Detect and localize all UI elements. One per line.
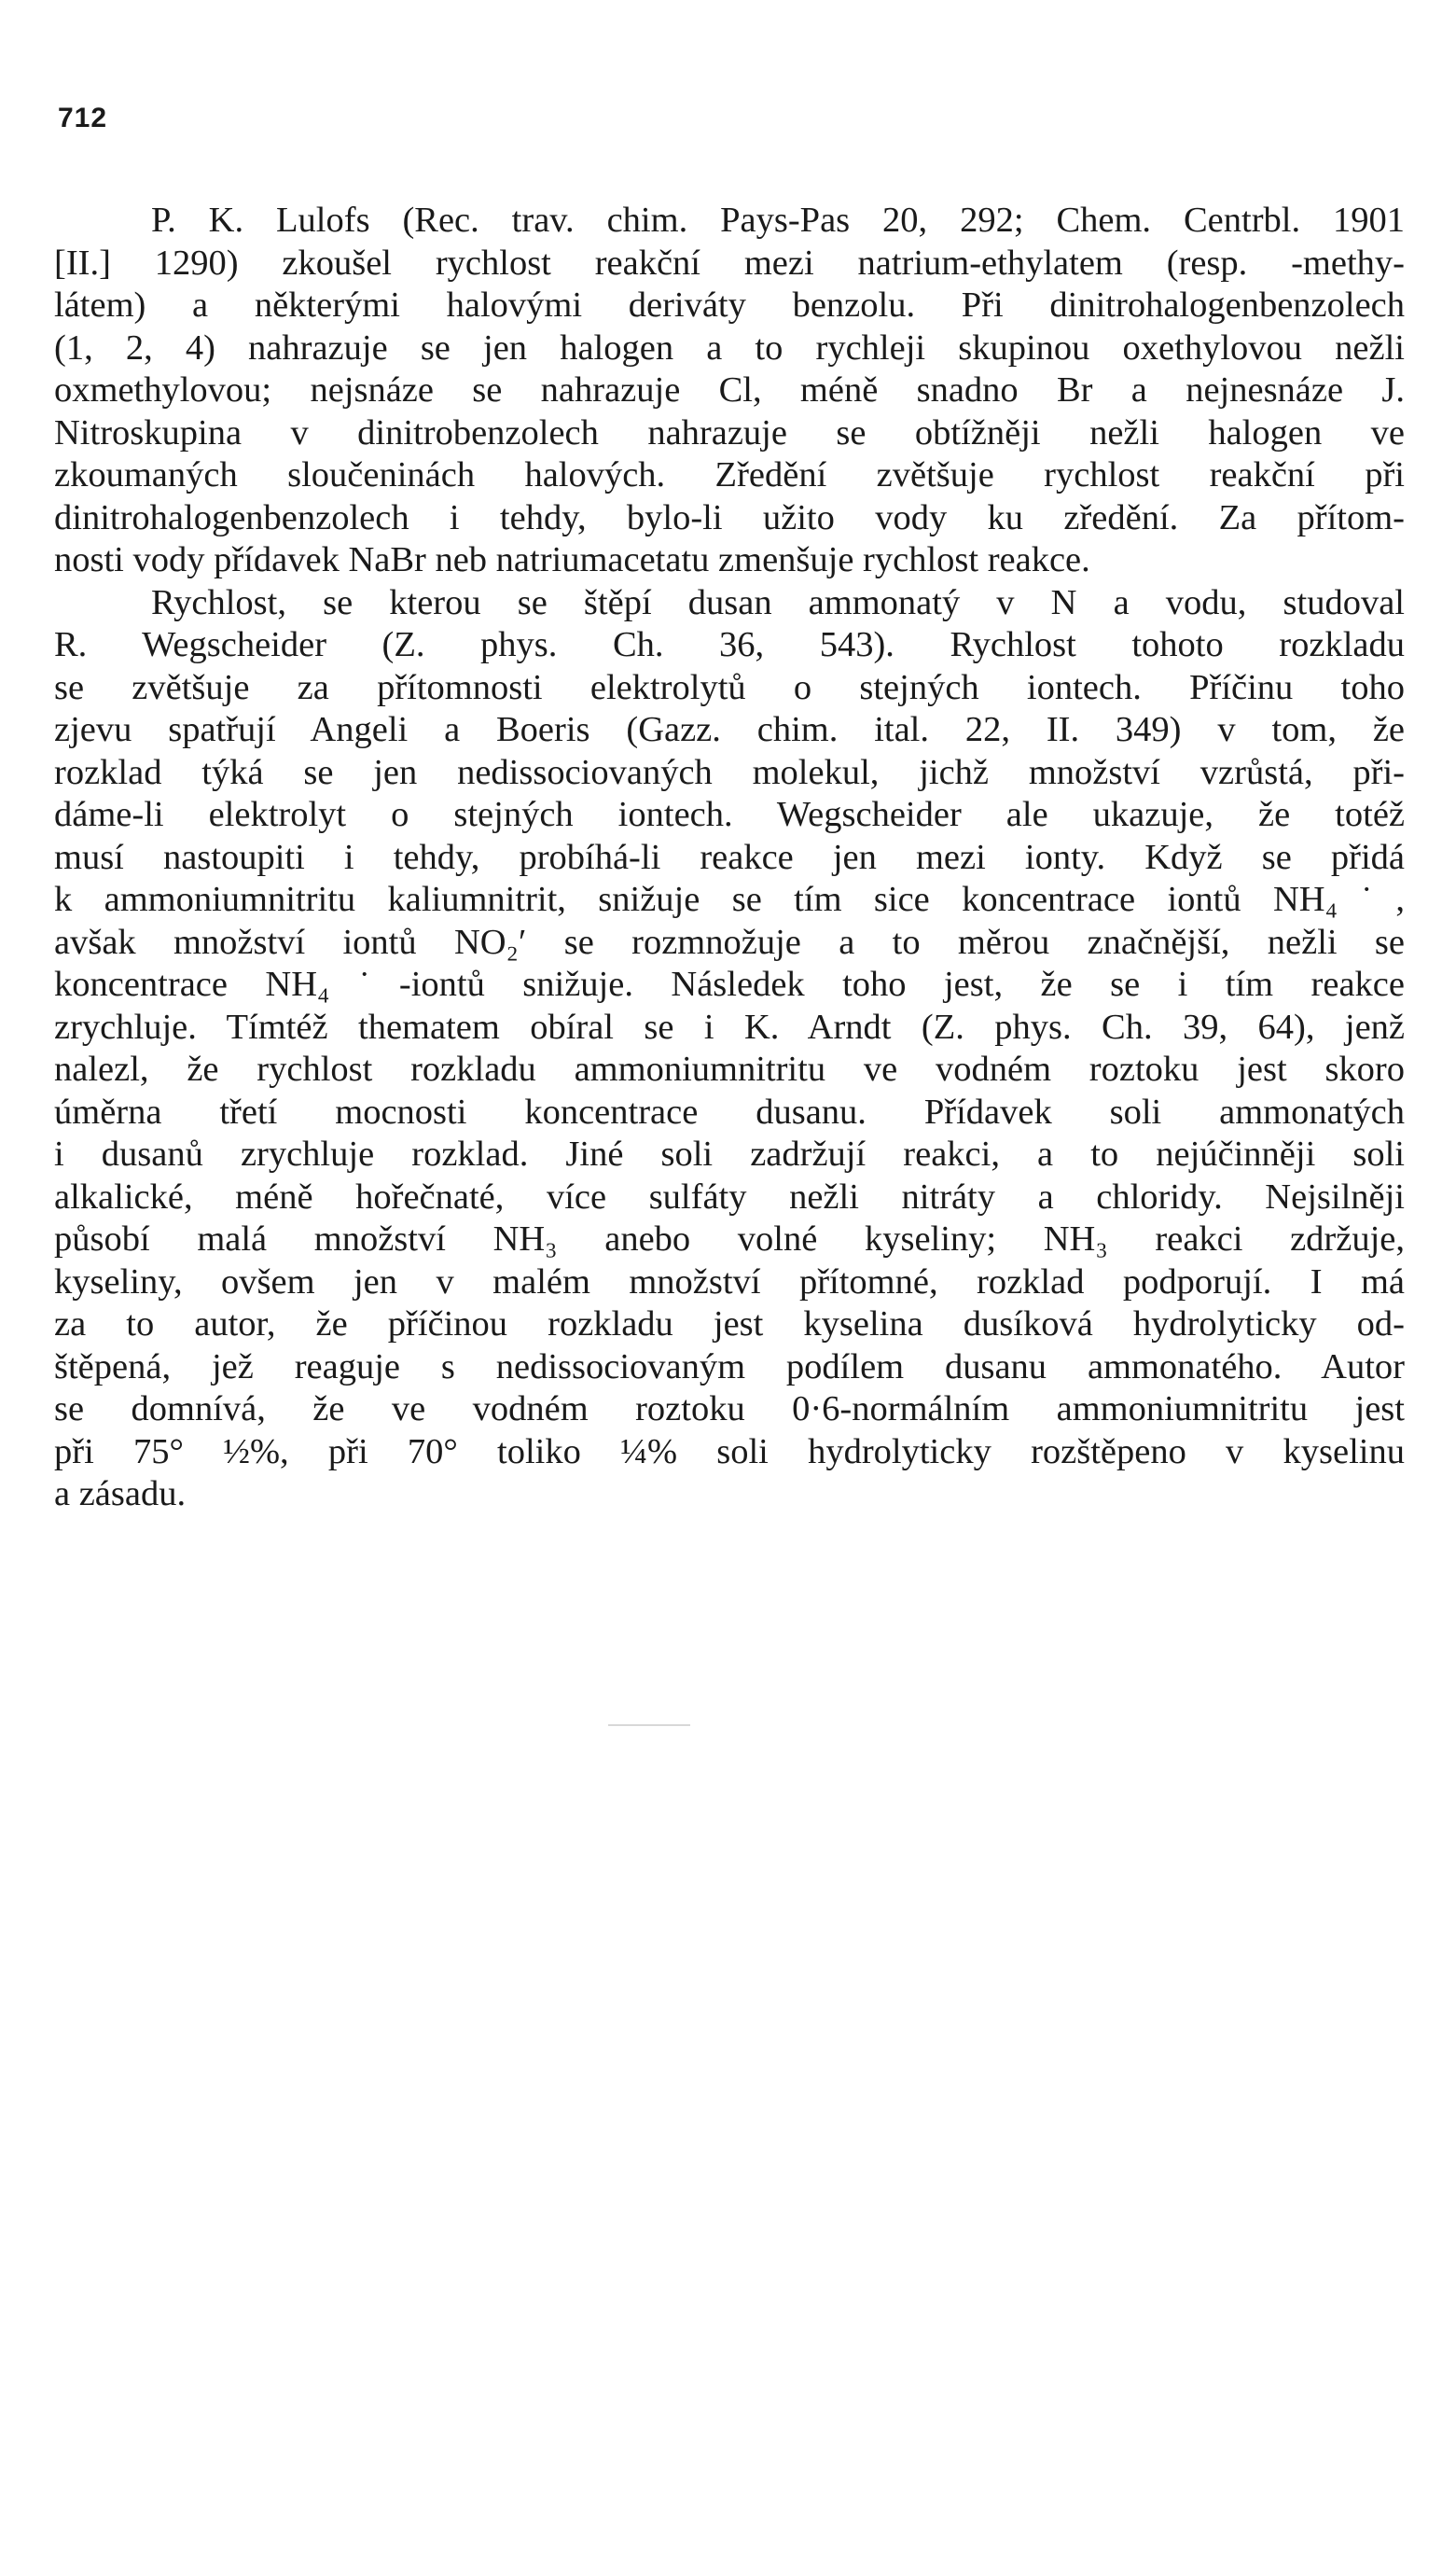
text-line: k ammoniumnitritu kaliumnitrit, snižuje se tím sice koncentrace iontů NH₄˙, <box>54 880 1405 919</box>
text-line: za to autor, že příčinou rozkladu jest kyselina dusíková hydrolyticky od- <box>54 1304 1405 1344</box>
text-line: musí nastoupiti i tehdy, probíhá-li reakce jen mezi ionty. Když se přidá <box>54 837 1405 877</box>
text-line: úměrna třetí mocnosti koncentrace dusanu. Přídavek soli ammonatých <box>54 1092 1405 1132</box>
text-line: oxmethylovou; nejsnáze se nahrazuje Cl, méně snadno Br a nejnesnáze J. <box>54 370 1405 410</box>
text-line: Nitroskupina v dinitrobenzolech nahrazuje se obtížněji nežli halogen ve <box>54 412 1405 453</box>
text-line: nosti vody přídavek NaBr neb natriumacetatu zmenšuje rychlost reakce. <box>54 540 1090 579</box>
text-line: při 75° ½%, při 70° toliko ¼% soli hydrolyticky rozštěpeno v kyselinu <box>54 1431 1405 1471</box>
text-line: alkalické, méně hořečnaté, více sulfáty nežli nitráty a chloridy. Nejsilněji <box>54 1177 1405 1217</box>
text-line: [II.] 1290) zkoušel rychlost reakční mezi natrium-ethylatem (resp. -methy- <box>54 243 1405 283</box>
section-divider <box>608 1724 690 1726</box>
text-line: zkoumaných sloučeninách halových. Zředění zvětšuje rychlost reakční při <box>54 455 1405 494</box>
text-line: štěpená, jež reaguje s nedissociovaným podílem dusanu ammonatého. Autor <box>54 1346 1405 1386</box>
text-line: R. Wegscheider (Z. phys. Ch. 36, 543). Rychlost tohoto rozkladu <box>54 625 1405 664</box>
text-line: zjevu spatřují Angeli a Boeris (Gazz. chim. ital. 22, II. 349) v tom, že <box>54 710 1405 749</box>
text-line: působí malá množství NH₃ anebo volné kyseliny; NH₃ reakci zdržuje, <box>54 1219 1405 1259</box>
text-line: rozklad týká se jen nedissociovaných molekul, jichž množství vzrůstá, při- <box>54 752 1405 792</box>
text-line: i dusanů zrychluje rozklad. Jiné soli zadržují reakci, a to nejúčinněji soli <box>54 1135 1405 1174</box>
text-line: a zásadu. <box>54 1474 187 1513</box>
text-line: dáme-li elektrolyt o stejných iontech. Wegscheider ale ukazuje, že totéž <box>54 795 1405 834</box>
text-line: kyseliny, ovšem jen v malém množství přítomné, rozklad podporují. I má <box>54 1261 1405 1302</box>
text-line: se zvětšuje za přítomnosti elektrolytů o stejných iontech. Příčinu toho <box>54 667 1405 707</box>
text-line: avšak množství iontů NO₂′ se rozmnožuje a to měrou značnější, nežli se <box>54 922 1405 962</box>
text-line: zrychluje. Tímtéž thematem obíral se i K. Arndt (Z. phys. Ch. 39, 64), jenž <box>54 1007 1405 1047</box>
page-number: 712 <box>58 103 108 133</box>
text-line: se domnívá, že ve vodném roztoku 0·6-normálním ammoniumnitritu jest <box>54 1389 1405 1428</box>
text-line: P. K. Lulofs (Rec. trav. chim. Pays-Pas 20, 292; Chem. Centrbl. 1901 <box>151 201 1405 240</box>
text-line: dinitrohalogenbenzolech i tehdy, bylo-li užito vody ku zředění. Za přítom- <box>54 497 1405 537</box>
text-line: látem) a některými halovými deriváty benzolu. Při dinitrohalogenbenzolech <box>54 286 1405 325</box>
body-text <box>54 200 1405 1516</box>
text-line: Rychlost, se kterou se štěpí dusan ammonatý v N a vodu, studoval <box>151 582 1405 622</box>
text-line: nalezl, že rychlost rozkladu ammoniumnitritu ve vodném roztoku jest skoro <box>54 1050 1405 1089</box>
text-line: koncentrace NH₄˙-iontů snižuje. Následek toho jest, že se i tím reakce <box>54 965 1405 1004</box>
text-line: (1, 2, 4) nahrazuje se jen halogen a to rychleji skupinou oxethylovou nežli <box>54 327 1405 368</box>
